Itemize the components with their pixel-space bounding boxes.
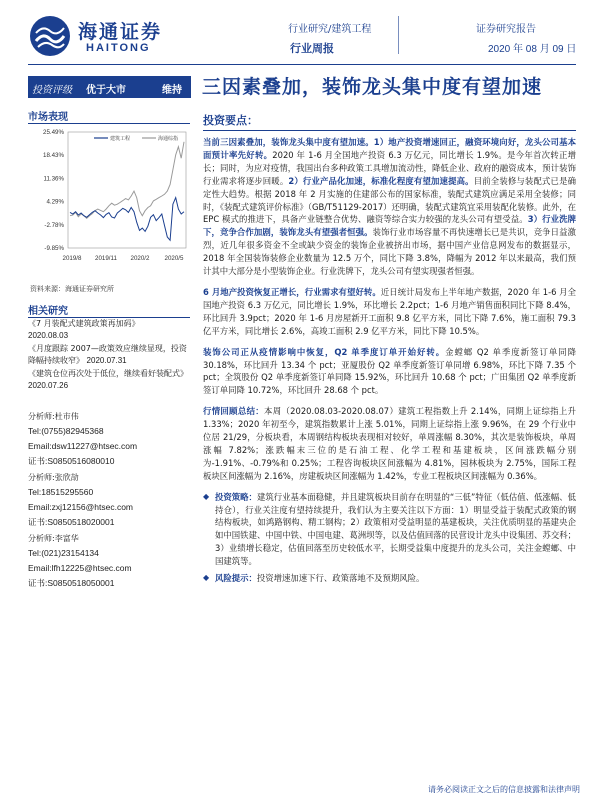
rating-label: 投资评级 bbox=[32, 85, 72, 96]
x-tick-label: 2020/5 bbox=[164, 255, 184, 262]
analyst-tel: Tel:18515295560 bbox=[28, 487, 94, 497]
para-risk-lead: 风险提示： bbox=[215, 573, 257, 584]
analyst-name: 分析师:李富华 bbox=[28, 534, 79, 543]
analyst-tel: Tel:(0755)82945368 bbox=[28, 426, 104, 436]
para-realestate bbox=[203, 286, 576, 338]
analyst-name: 分析师:杜市伟 bbox=[28, 412, 79, 421]
para-strategy bbox=[203, 491, 576, 568]
related-item[interactable] bbox=[28, 368, 190, 392]
related-item-title: 《7 月装配式建筑政策再加码》 bbox=[28, 319, 140, 328]
rating-keep: 维持 bbox=[162, 85, 182, 96]
analyst-list bbox=[28, 409, 190, 592]
para-orders-lead: 装饰公司正从疫情影响中恢复，Q2 单季度订单开始好转。 bbox=[203, 346, 446, 357]
para-realestate-lead: 6 月地产投资恢复正增长，行业需求有望好转。 bbox=[203, 286, 381, 297]
para-summary-lead2: 2）行业产品化加速，标准化程度有望加速提高。 bbox=[288, 175, 474, 186]
legend-index: 海通综指 bbox=[158, 136, 179, 142]
x-tick-label: 2019/11 bbox=[95, 255, 117, 262]
y-tick-label: 11.36% bbox=[43, 175, 64, 183]
report-header bbox=[0, 0, 600, 70]
para-orders-text: 金螳螂 Q2 单季度新签订单同降 30.18%，环比回升 13.34 个 pct；亚厦股份 Q2 单季度新签订单同增 6.98%，环比下降 7.35 个 pct；全筑股份 Q2 单季度新签订单同降 15.92%，环比回升 10.68 个 pct；广田集团 Q2 单季度新签订单同降 10.72%，环比回升 28.68 个 pct。 bbox=[203, 346, 576, 396]
related-item-title: 《建筑仓位再次处于低位，继续看好装配式》 bbox=[28, 369, 188, 378]
related-item[interactable] bbox=[28, 318, 190, 342]
report-label: 证券研究报告 bbox=[476, 24, 536, 35]
report-title: 三因素叠加，装饰龙头集中度有望加速 bbox=[202, 76, 543, 98]
y-tick-label: 18.43% bbox=[43, 152, 64, 160]
para-orders bbox=[203, 346, 576, 398]
para-risk-text: 投资增速加速下行、政策落地不及预期风险。 bbox=[256, 573, 425, 584]
analyst-email[interactable]: Email:lfh12225@htsec.com bbox=[28, 563, 132, 573]
related-heading: 相关研究 bbox=[28, 302, 68, 317]
para-realestate-text: 近日统计局发布上半年地产数据，2020 年 1-6 月全国地产投资 6.3 万亿元，同比增长 1.9%，环比增长 2.2pct；1-6 月地产销售面积同比下降 8.4%，环比回升 3.9pct；2020 年 1-6 月房屋新开工面积 9.8 亿平方米，同比下降 7.6%，施工面积 79.3 亿平方米，同比增长 2.6%，高竣工面积 2.9 亿平方米，同比下降 10.5%。 bbox=[203, 286, 576, 336]
analyst-name: 分析师:张欣劼 bbox=[28, 473, 79, 482]
related-item-title: 《月度跟踪 2007—政策效应继续显现，投资降幅持续收窄》 bbox=[28, 344, 187, 365]
header-rule bbox=[28, 64, 576, 65]
header-divider bbox=[398, 16, 399, 54]
key-points-body bbox=[203, 136, 576, 589]
logo-mark-icon bbox=[28, 14, 72, 58]
para-summary-text2: 目前全装修与装配式已是确定性大趋势。根据 2018 年 2 月实施的住建部公布的国家标准，装配式建筑应满足采用全装修；同时，《装配式建筑评价标准》（GB/T51129-2017）还明确，装配式建筑宜采用装配化装修。此外，在 EPC 模式的推进下，具备产业链整合优势、融资等综合实力较强的龙头公司有望受益。 bbox=[203, 175, 577, 225]
para-strategy-lead: 投资策略： bbox=[215, 491, 257, 502]
series-line-index bbox=[70, 142, 184, 219]
chart-source: 资料来源：海通证券研究所 bbox=[30, 285, 114, 293]
related-item-date: 2020.07.26 bbox=[28, 381, 69, 390]
analyst-card bbox=[28, 470, 190, 530]
related-item-date: 2020.08.03 bbox=[28, 331, 69, 340]
analyst-tel: Tel:(021)23154134 bbox=[28, 548, 99, 558]
key-points-rule bbox=[203, 130, 576, 131]
related-item-date: 2020.07.31 bbox=[86, 356, 127, 365]
x-tick-label: 2019/8 bbox=[62, 255, 82, 262]
y-tick-label: 4.29% bbox=[46, 198, 64, 206]
analyst-cert: 证书:S0850518050001 bbox=[28, 578, 115, 588]
analyst-email[interactable]: Email:zxj12156@htsec.com bbox=[28, 502, 134, 512]
analyst-card bbox=[28, 409, 190, 469]
market-performance-chart bbox=[28, 128, 192, 278]
report-type: 行业周报 bbox=[290, 42, 334, 55]
para-summary-text: 2020 年 1-6 月全国地产投资 6.3 万亿元，同比增长 1.9%。是今年首次转正增长；同时，为应对疫情，我国出台多种政策工具增加流动性，降低企业、政府的融资成本，预计装饰行业需求将逐步回暖。 bbox=[203, 149, 577, 186]
para-market-review-lead: 行情回顾总结： bbox=[203, 406, 265, 417]
analyst-cert: 证书:S0850516080010 bbox=[28, 456, 115, 466]
disclaimer-footer: 请务必阅读正文之后的信息披露和法律声明 bbox=[428, 785, 580, 794]
key-points-heading: 投资要点： bbox=[203, 114, 258, 127]
y-tick-label: -2.78% bbox=[44, 221, 64, 229]
para-summary-lead: 当前三因素叠加，装饰龙头集中度有望加速。1）地产投资增速回正，融资环境向好，龙头公司基本面预计率先好转。 bbox=[203, 137, 576, 160]
x-tick-label: 2020/2 bbox=[130, 255, 150, 262]
para-market-review bbox=[203, 405, 576, 482]
analyst-card bbox=[28, 531, 190, 591]
related-item[interactable] bbox=[28, 343, 190, 367]
y-tick-label: -9.85% bbox=[44, 245, 64, 252]
haitong-logo bbox=[28, 14, 178, 60]
market-heading: 市场表现 bbox=[28, 108, 68, 123]
report-date: 2020 年 08 月 09 日 bbox=[488, 44, 577, 55]
series-line-construction bbox=[70, 198, 184, 241]
analyst-cert: 证书:S0850518020001 bbox=[28, 517, 115, 527]
para-summary-text3: 装饰行业市场容量不再快速增长已是共识，竞争日益激烈，近几年很多资金不全或缺少资金的装饰企业被挤出市场，据中国产业信息网发布的数据显示，2018 年全国装饰装修企业数量为 12.5 万个，同比下降 3.8%，降幅为 2012 年以来最高，我们预计其中大部分是小型装饰企业。行业洗牌下，龙头公司有望实现强者恒强。 bbox=[203, 227, 576, 277]
logo-cn-text: 海通证券 bbox=[78, 21, 163, 43]
para-market-review-text: 本周（2020.08.03-2020.08.07）建筑工程指数上升 2.14%，同期上证综指上升 1.33%；2020 年初至今，建筑指数累计上涨 5.01%，同期上证综指上涨 9.96%，在 29 个行业中位居 21/29，分板块看，本周钢结构板块表现相对较好，单周涨幅 8.30%，其次是装饰板块，单周涨幅 7.82%；涨跌幅末三位的是石油工程、化学工程和基建板块，区间涨跌幅分别为-1.91%、-0.79%和 0.25%；工程咨询板块区间涨幅为 4.81%，园林板块为 2.75%，国际工程板块区间涨幅为 2.16%，房建板块区间涨幅为 1.42%，专业工程板块区间涨幅为 0.36%。 bbox=[203, 406, 576, 481]
logo-en-text: HAITONG bbox=[86, 42, 151, 54]
legend-construction: 建筑工程 bbox=[110, 136, 131, 142]
para-summary bbox=[203, 136, 576, 278]
rating-value: 优于大市 bbox=[86, 85, 126, 96]
analyst-email[interactable]: Email:dsw11227@htsec.com bbox=[28, 441, 138, 451]
para-risk bbox=[203, 572, 576, 585]
report-category: 行业研究/建筑工程 bbox=[288, 24, 372, 35]
investment-rating-bar bbox=[28, 76, 191, 98]
related-research-list bbox=[28, 318, 190, 393]
para-summary-lead3: 3）行业洗牌下，竞争合作加剧，装饰龙头有望强者恒强。 bbox=[203, 214, 576, 238]
y-tick-label: 25.49% bbox=[43, 129, 64, 136]
para-strategy-text: 建筑行业基本面稳健，并且建筑板块目前存在明显的“三低”特征（低估值、低涨幅、低持仓），行业关注度有望持续提升，我们认为主要关注以下方面：1）明显受益于装配式政策的钢结构板块，如鸿路钢构、精工钢构；2）政策相对受益明显的基建板块，关注优质明显的基建央企如中国铁建、中国中铁、中国电建、葛洲坝等，以及估值回落的民营设计龙头中设集团、苏交科；3）业绩增长稳定，估值回落至历史较低水平，长期受益集中度提升的龙头公司，关注金螳螂、中国建筑等。 bbox=[215, 491, 577, 567]
